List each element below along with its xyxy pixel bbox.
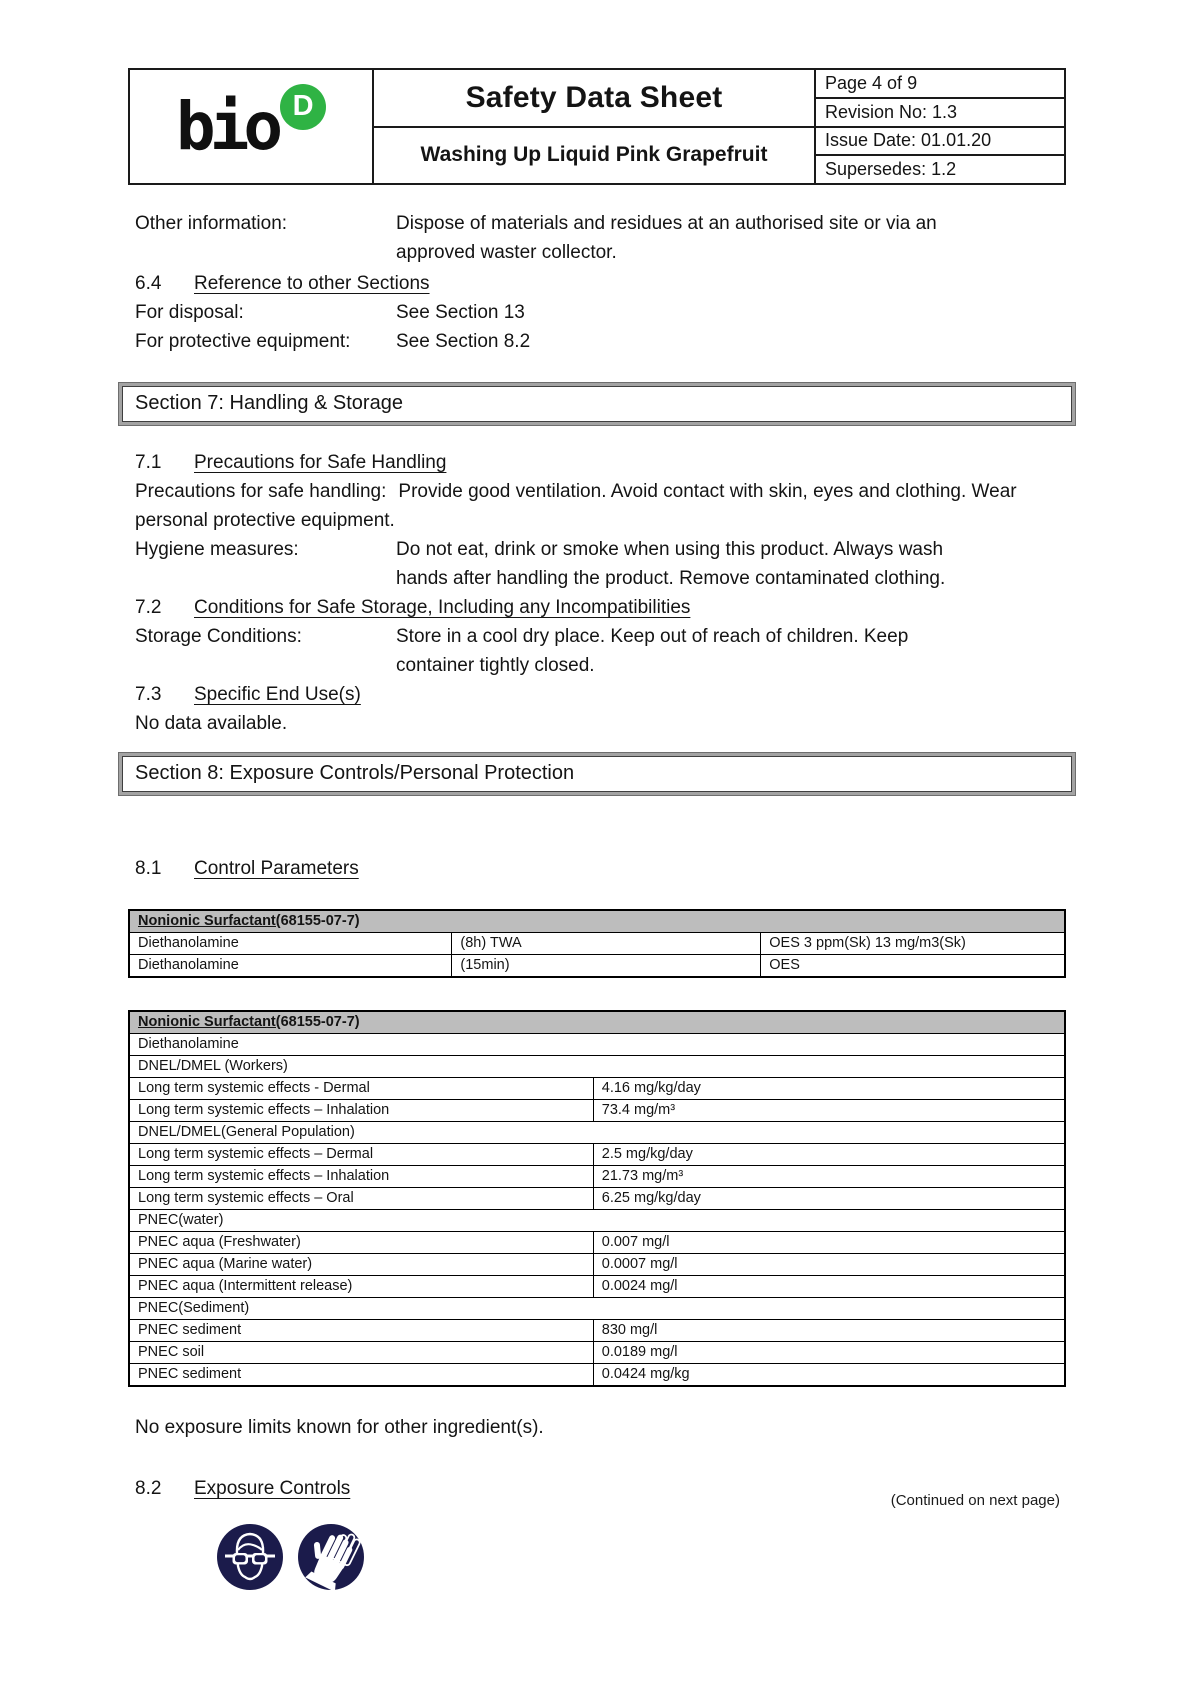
- parameter-cell: PNEC sediment: [129, 1320, 593, 1342]
- issue-date: Issue Date: 01.01.20: [816, 128, 1064, 157]
- heading-title: Specific End Use(s): [194, 684, 361, 705]
- table-row: [129, 1254, 1065, 1276]
- kv-value: See Section 8.2: [396, 331, 531, 352]
- dnel-pnec-table: [128, 1010, 1066, 1387]
- table-row: [129, 1144, 1065, 1166]
- period-cell: (15min): [452, 955, 761, 978]
- heading-number: 7.1: [135, 452, 162, 473]
- heading-number: 8.1: [135, 858, 162, 879]
- table-row: [129, 1122, 1065, 1144]
- table-row: [129, 1188, 1065, 1210]
- value-cell: 6.25 mg/kg/day: [593, 1188, 1065, 1210]
- logo-d-badge: D: [280, 84, 326, 130]
- value-cell: 0.0007 mg/l: [593, 1254, 1065, 1276]
- heading-title: Precautions for Safe Handling: [194, 452, 447, 473]
- section8-banner: [118, 752, 1076, 796]
- kv-label: Other information:: [135, 213, 288, 234]
- group-cell: Diethanolamine: [129, 1034, 1065, 1056]
- group-cell: PNEC(Sediment): [129, 1298, 1065, 1320]
- table-row: [129, 1364, 1065, 1387]
- continued-note: (Continued on next page): [890, 1492, 1060, 1509]
- paragraph-label: Precautions for safe handling:: [135, 481, 387, 502]
- storage-conditions-row: [135, 622, 1066, 680]
- doc-subtitle: Washing Up Liquid Pink Grapefruit: [420, 143, 768, 167]
- no-exposure-note: No exposure limits known for other ingredient(s).: [135, 1417, 544, 1438]
- section7-banner-title: Section 7: Handling & Storage: [122, 386, 1072, 422]
- table-header-row: [129, 1011, 1065, 1034]
- value-cell: 21.73 mg/m³: [593, 1166, 1065, 1188]
- parameter-cell: Long term systemic effects – Dermal: [129, 1144, 593, 1166]
- doc-title: Safety Data Sheet: [374, 70, 814, 128]
- heading-title: Control Parameters: [194, 858, 359, 879]
- doc-header: [128, 68, 1066, 185]
- heading-title: Conditions for Safe Storage, Including any Incompatibilities: [194, 597, 691, 618]
- kv-label: Hygiene measures:: [135, 539, 299, 560]
- heading-number: 8.2: [135, 1478, 162, 1499]
- value-cell: 0.0024 mg/l: [593, 1276, 1065, 1298]
- kv-label: For disposal:: [135, 302, 244, 323]
- table-row: [129, 1232, 1065, 1254]
- paragraph-value: Provide good ventilation. Avoid contact with skin, eyes and clothing. Wear personal protective equipment.: [135, 481, 1017, 531]
- parameter-cell: Long term systemic effects – Inhalation: [129, 1166, 593, 1188]
- ppe-icons: [216, 1523, 1066, 1591]
- heading-7-1: [135, 448, 1066, 477]
- table-row: [129, 1056, 1065, 1078]
- revision-number: Revision No: 1.3: [816, 99, 1064, 128]
- parameter-cell: PNEC aqua (Freshwater): [129, 1232, 593, 1254]
- section8-banner-title: Section 8: Exposure Controls/Personal Protection: [122, 756, 1072, 792]
- table-row: [129, 955, 1065, 978]
- parameter-cell: Long term systemic effects – Inhalation: [129, 1100, 593, 1122]
- table-row: [129, 933, 1065, 955]
- kv-value: Store in a cool dry place. Keep out of reach of children. Keep container tightly closed.: [396, 626, 909, 676]
- header-title-block: [374, 70, 814, 183]
- parameter-cell: PNEC sediment: [129, 1364, 593, 1387]
- value-cell: 0.0189 mg/l: [593, 1342, 1065, 1364]
- kv-value: Dispose of materials and residues at an authorised site or via an approved waster collector.: [396, 213, 937, 263]
- table-row: [129, 1320, 1065, 1342]
- table-row: [129, 1100, 1065, 1122]
- heading-number: 6.4: [135, 273, 162, 294]
- parameter-cell: Long term systemic effects - Dermal: [129, 1078, 593, 1100]
- period-cell: (8h) TWA: [452, 933, 761, 955]
- value-cell: 2.5 mg/kg/day: [593, 1144, 1065, 1166]
- eye-protection-icon: [216, 1523, 284, 1591]
- protective-gloves-icon: [297, 1523, 365, 1591]
- table-row: [129, 1298, 1065, 1320]
- table-row: [129, 1166, 1065, 1188]
- other-information-row: [135, 209, 1066, 267]
- for-protective-equipment-row: [135, 327, 1066, 356]
- parameter-cell: PNEC soil: [129, 1342, 593, 1364]
- substance-header-cell: Nonionic Surfactant(68155-07-7): [129, 910, 1065, 933]
- parameter-cell: Long term systemic effects – Oral: [129, 1188, 593, 1210]
- table-row: [129, 1342, 1065, 1364]
- heading-7-3: [135, 680, 1066, 709]
- bio-d-logo: [130, 70, 374, 183]
- parameter-cell: PNEC aqua (Marine water): [129, 1254, 593, 1276]
- heading-number: 7.2: [135, 597, 162, 618]
- substance-cell: Diethanolamine: [129, 955, 452, 978]
- group-cell: PNEC(water): [129, 1210, 1065, 1232]
- parameter-cell: PNEC aqua (Intermittent release): [129, 1276, 593, 1298]
- table-header-row: [129, 910, 1065, 933]
- precautions-paragraph: [135, 477, 1066, 535]
- no-data-line: No data available.: [135, 713, 288, 734]
- kv-label: Storage Conditions:: [135, 626, 302, 647]
- heading-title: Exposure Controls: [194, 1478, 351, 1499]
- table-row: [129, 1210, 1065, 1232]
- supersedes: Supersedes: 1.2: [825, 159, 957, 180]
- heading-8-1: [135, 854, 1066, 883]
- kv-label: For protective equipment:: [135, 331, 351, 352]
- kv-value: See Section 13: [396, 302, 525, 323]
- limit-cell: OES: [761, 955, 1065, 978]
- group-cell: DNEL/DMEL(General Population): [129, 1122, 1065, 1144]
- for-disposal-row: [135, 298, 1066, 327]
- value-cell: 0.0424 mg/kg: [593, 1364, 1065, 1387]
- value-cell: 73.4 mg/m³: [593, 1100, 1065, 1122]
- header-meta-block: [814, 70, 1064, 183]
- value-cell: 4.16 mg/kg/day: [593, 1078, 1065, 1100]
- heading-7-2: [135, 593, 1066, 622]
- value-cell: 0.007 mg/l: [593, 1232, 1065, 1254]
- control-parameters-table: [128, 909, 1066, 978]
- heading-6-4: [135, 269, 1066, 298]
- table-row: [129, 1034, 1065, 1056]
- hygiene-measures-row: [135, 535, 1066, 593]
- substance-header-cell: Nonionic Surfactant(68155-07-7): [129, 1011, 1065, 1034]
- heading-number: 7.3: [135, 684, 162, 705]
- section7-banner: [118, 382, 1076, 426]
- logo-text: bio: [175, 87, 278, 165]
- table-row: [129, 1078, 1065, 1100]
- page-number: Page 4 of 9: [816, 70, 1064, 99]
- kv-value: Do not eat, drink or smoke when using this product. Always wash hands after handling the product. Remove contaminated clothing.: [396, 539, 946, 589]
- limit-cell: OES 3 ppm(Sk) 13 mg/m3(Sk): [761, 933, 1065, 955]
- substance-cell: Diethanolamine: [129, 933, 452, 955]
- table-row: [129, 1276, 1065, 1298]
- value-cell: 830 mg/l: [593, 1320, 1065, 1342]
- group-cell: DNEL/DMEL (Workers): [129, 1056, 1065, 1078]
- heading-title: Reference to other Sections: [194, 273, 430, 294]
